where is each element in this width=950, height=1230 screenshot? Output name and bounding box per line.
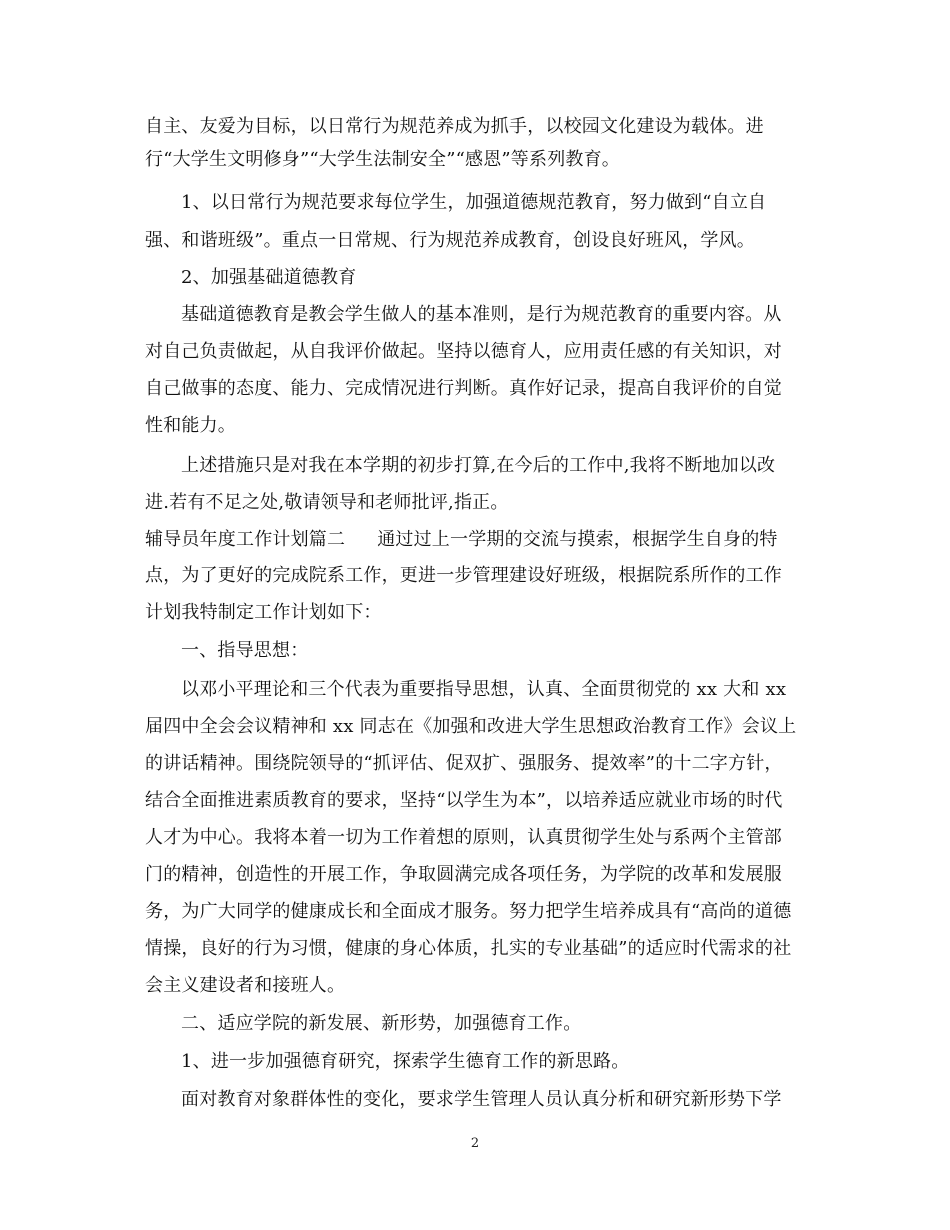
text-line: 面对教育对象群体性的变化，要求学生管理人员认真分析和研究新形势下学: [181, 1089, 782, 1110]
plan-intro: 通过过上一学期的交流与摸索，根据学生自身的特: [377, 529, 778, 550]
text-line: 自主、友爱为目标，以日常行为规范养成为抓手，以校园文化建设为载体。进: [145, 116, 764, 137]
text-line: 行“大学生文明修身”“大学生法制安全”“感恩”等系列教育。: [145, 149, 621, 170]
text-line: 以邓小平理论和三个代表为重要指导思想，认真、全面贯彻党的 xx 大和 xx: [181, 679, 787, 700]
section-heading: 二、适应学院的新发展、新形势，加强德育工作。: [181, 1013, 582, 1034]
page-number: 2: [470, 1136, 480, 1151]
text-line: 会主义建设者和接班人。: [145, 975, 346, 996]
text-line: 1、以日常行为规范要求每位学生，加强道德规范教育，努力做到“自立自: [181, 192, 767, 213]
text-line: 点，为了更好的完成院系工作，更进一步管理建设好班级，根据院系所作的工作: [145, 565, 782, 586]
text-line: 强、和谐班级”。重点一日常规、行为规范养成教育，创设良好班风，学风。: [145, 230, 755, 251]
text-line: 务，为广大同学的健康成长和全面成才服务。努力把学生培养成具有“高尚的道德: [145, 901, 792, 922]
text-line: 基础道德教育是教会学生做人的基本准则，是行为规范教育的重要内容。从: [181, 304, 782, 325]
text-line: 结合全面推进素质教育的要求，坚持“以学生为本”，以培养适应就业市场的时代: [145, 790, 783, 811]
text-line: 自己做事的态度、能力、完成情况进行判断。真作好记录，提高自我评价的自觉: [145, 378, 782, 399]
text-line: 上述措施只是对我在本学期的初步打算,在今后的工作中,我将不断地加以改: [181, 455, 776, 476]
text-line: 的讲话精神。围绕院领导的“抓评估、促双扩、强服务、提效率”的十二字方针，: [145, 753, 783, 774]
text-line: 1、进一步加强德育研究，探索学生德育工作的新思路。: [181, 1051, 630, 1072]
text-line: 对自己负责做起，从自我评价做起。坚持以德育人，应用责任感的有关知识，对: [145, 341, 782, 362]
text-line: 进.若有不足之处,敬请领导和老师批评,指正。: [145, 492, 509, 513]
text-line: 人才为中心。我将本着一切为工作着想的原则，认真贯彻学生处与系两个主管部: [145, 827, 782, 848]
plan-title: 辅导员年度工作计划篇二: [145, 529, 346, 550]
text-line: 性和能力。: [145, 415, 236, 436]
section-heading: 2、加强基础道德教育: [181, 267, 357, 288]
text-line: [145, 525, 778, 555]
text-line: 门的精神，创造性的开展工作，争取圆满完成各项任务，为学院的改革和发展服: [145, 864, 782, 885]
text-line: 情操，良好的行为习惯，健康的身心体质，扎实的专业基础”的适应时代需求的社: [145, 938, 792, 959]
text-line: 计划我特制定工作计划如下：: [145, 602, 382, 623]
text-line: 届四中全会会议精神和 xx 同志在《加强和改进大学生思想政治教育工作》会议上: [145, 716, 797, 737]
section-heading: 一、指导思想：: [181, 640, 309, 661]
